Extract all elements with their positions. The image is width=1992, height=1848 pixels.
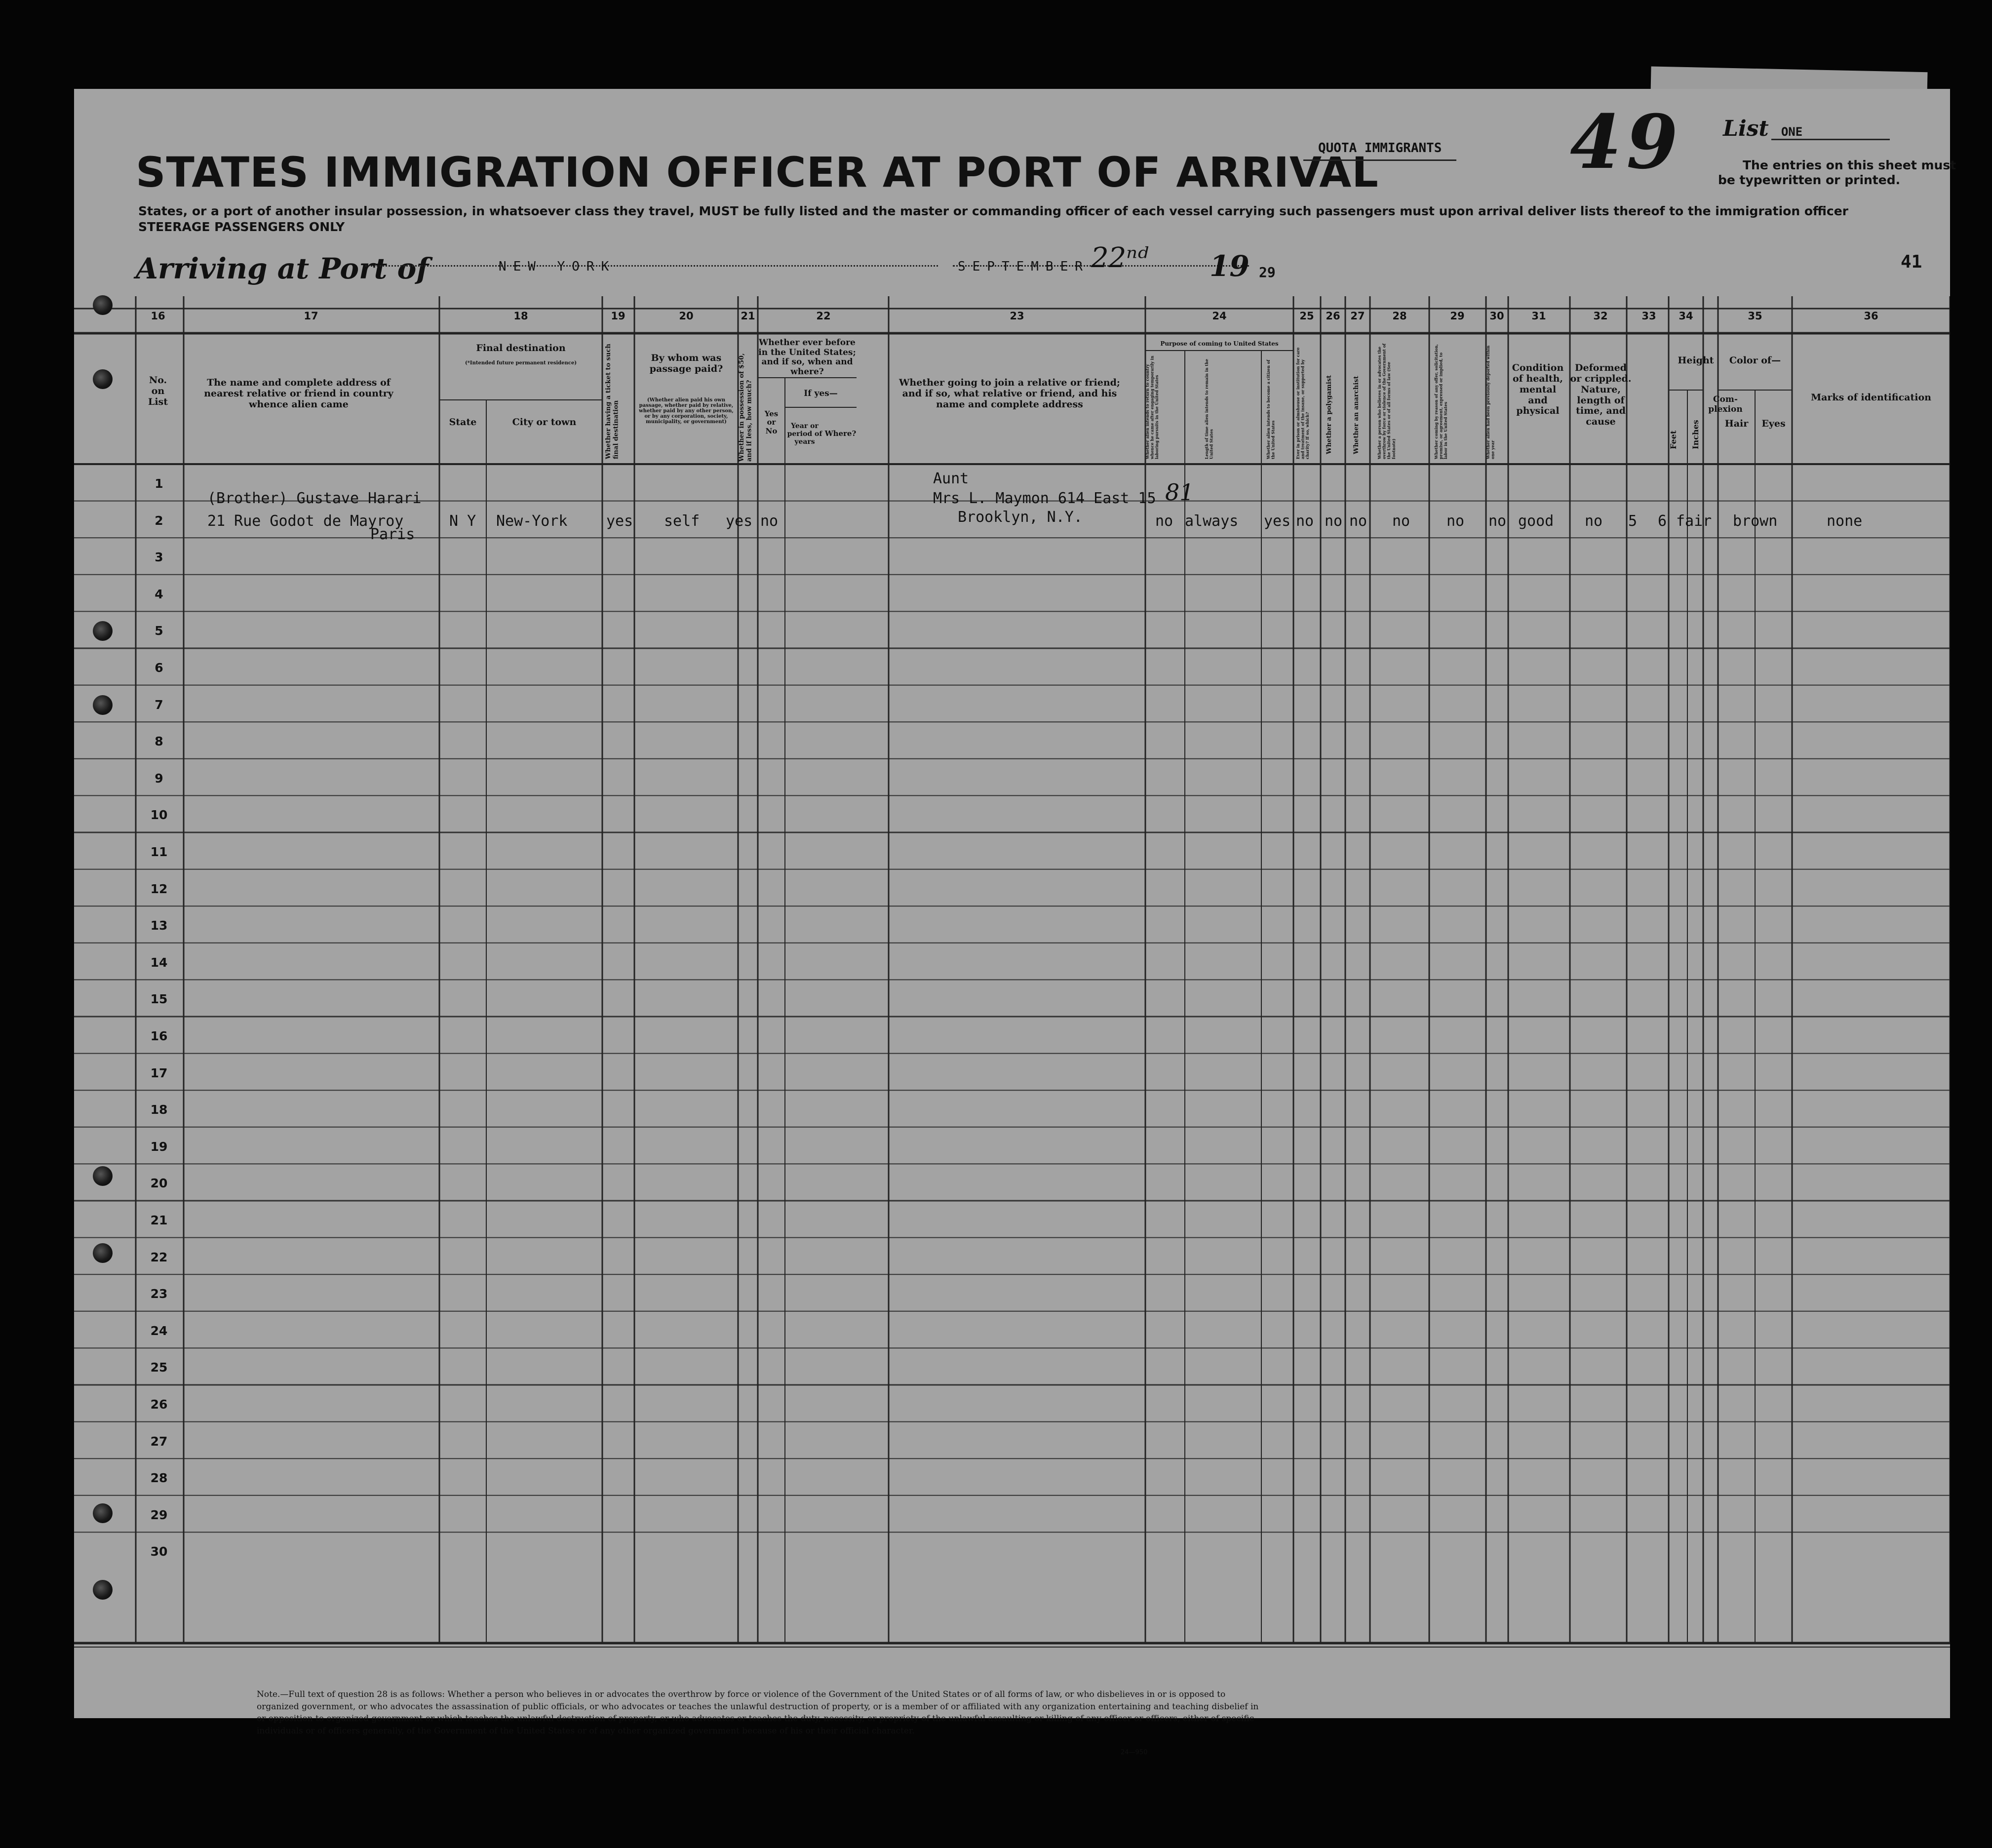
ticket-value: yes xyxy=(606,512,633,530)
header-passage-paid: By whom was passage paid? xyxy=(649,353,723,374)
column-number: 36 xyxy=(1864,310,1878,322)
column-number: 29 xyxy=(1450,310,1465,322)
binding-hole xyxy=(93,1166,113,1186)
header-deported: Whether alien had been previously deported within one year xyxy=(1485,345,1495,459)
header-yes-or-no: Yes or No xyxy=(764,409,779,435)
header-possession-50: Whether in possession of $50, and if less, how much? xyxy=(738,353,753,462)
purpose-return-value: no xyxy=(1155,512,1173,530)
column-number: 22 xyxy=(816,310,831,322)
row-number: 20 xyxy=(150,1176,168,1191)
possession-value: yes xyxy=(726,512,753,530)
row-number: 27 xyxy=(150,1434,168,1449)
row-number: 11 xyxy=(150,845,168,859)
row-number: 16 xyxy=(150,1029,168,1043)
header-passage-paid-sub: (Whether alien paid his own passage, whether paid by relative, whether paid by any other person, or by any corporation, society, municipality, or government) xyxy=(639,397,734,425)
row-number: 12 xyxy=(150,881,168,896)
column-number: 27 xyxy=(1350,310,1365,322)
column-number: 34 xyxy=(1679,310,1693,322)
passage-paid-value: self xyxy=(664,512,700,530)
header-purpose-return: Whether alien intends to return to country whence he came after engaging temporarily in laboring pursuits in the United States xyxy=(1145,355,1160,459)
relative-line-1: (Brother) Gustave Harari xyxy=(207,490,422,507)
column-number: 26 xyxy=(1326,310,1340,322)
sheet-number: 41 xyxy=(1901,252,1922,272)
entries-note-2: be typewritten or printed. xyxy=(1718,173,1901,187)
header-where: Where? xyxy=(824,429,857,438)
header-height: Height xyxy=(1678,355,1714,366)
binding-hole xyxy=(93,369,113,389)
row-number: 8 xyxy=(155,734,163,749)
row-number: 26 xyxy=(150,1397,168,1412)
health-value: good xyxy=(1518,512,1554,530)
column-number: 20 xyxy=(679,310,694,322)
list-value: ONE xyxy=(1771,125,1890,140)
row-number: 13 xyxy=(150,918,168,933)
column-number: 31 xyxy=(1531,310,1546,322)
row-number: 23 xyxy=(150,1287,168,1301)
column-number: 30 xyxy=(1489,310,1504,322)
row-number: 17 xyxy=(150,1065,168,1080)
header-nearest-relative: The name and complete address of nearest relative or friend in country whence alien came xyxy=(204,377,393,410)
deported-value: no xyxy=(1488,512,1507,530)
header-purpose-length: Length of time alien intends to remain in the United States xyxy=(1204,358,1214,459)
header-purpose: Purpose of coming to United States xyxy=(1160,340,1279,347)
port-field xyxy=(365,265,938,267)
row-number: 14 xyxy=(150,955,168,970)
day-value: 22ⁿᵈ xyxy=(1091,242,1149,274)
row-number: 7 xyxy=(155,697,163,712)
header-ever-before: Whether ever before in the United States; and if so, when and where? xyxy=(758,338,856,377)
column-number: 16 xyxy=(151,310,165,322)
column-number: 21 xyxy=(741,310,755,322)
header-year-period: Year or period of years xyxy=(787,422,822,446)
column-number: 18 xyxy=(513,310,528,322)
height-feet-value: 5 xyxy=(1628,512,1638,530)
row-number: 9 xyxy=(155,771,163,786)
binding-hole xyxy=(93,695,113,715)
row-number: 21 xyxy=(150,1213,168,1227)
column-number: 35 xyxy=(1748,310,1762,322)
row-number: 25 xyxy=(150,1360,168,1375)
column-number: 19 xyxy=(611,310,625,322)
complexion-value: fair xyxy=(1676,512,1712,530)
binding-hole xyxy=(93,1243,113,1263)
footnote: Note.—Full text of question 28 is as follows: Whether a person who believes in or advocates the overthrow by force or violence of the Government of the United States or of all forms of law, or who disbelieves in or is opposed to organized government, or who advocates the assassination of public officials, or who advocates or teaches the unlawful destruction of property, or is a member of or affiliated with any organization entertaining and teaching disbelief in or opposition to organized government or which teaches the unlawful destruction of property, or who advocates or teaches the duty, necessity, or propriety of the unlawful assaulting or killing of any officer or officers, either of specific individuals or of officers generally, of the Government of the United States or of any other organized government because of his or their official character. xyxy=(257,1690,1259,1736)
anarchist-value: no xyxy=(1349,512,1367,530)
row-number: 28 xyxy=(150,1471,168,1486)
relative-line-3: Paris xyxy=(370,526,415,543)
form-code: 24—950 xyxy=(1121,1749,1148,1756)
relative-line-2: 21 Rue Godot de Mayroy xyxy=(207,512,404,530)
header-deformed: Deformed or crippled. Nature, length of time, and cause xyxy=(1570,362,1632,428)
row-number: 22 xyxy=(150,1250,168,1264)
ever-before-value: no xyxy=(760,512,779,530)
marks-value: none xyxy=(1827,512,1863,530)
column-number: 28 xyxy=(1392,310,1407,322)
list-field xyxy=(1723,116,1890,141)
column-number: 25 xyxy=(1299,310,1314,322)
header-prison: Ever in prison or almshouse or institution for care and treatment of the insane, or supported by charity? If so, which? xyxy=(1295,347,1310,459)
header-color-of: Color of— xyxy=(1729,355,1781,366)
row-number: 5 xyxy=(155,624,163,638)
header-eyes: Eyes xyxy=(1761,418,1786,429)
header-purpose-citizen: Whether alien intends to become a citizen of the United States xyxy=(1266,359,1276,459)
handwritten-page-number: 49 xyxy=(1570,99,1683,186)
column-number: 32 xyxy=(1593,310,1608,322)
purpose-length-value: always xyxy=(1185,512,1239,530)
header-final-destination: Final destination xyxy=(476,343,566,354)
column-number: 33 xyxy=(1641,310,1656,322)
binding-hole xyxy=(93,1503,113,1523)
dest-city: New-York xyxy=(496,512,568,530)
row-number: 4 xyxy=(155,587,163,601)
prison-value: no xyxy=(1296,512,1314,530)
year-suffix: 29 xyxy=(1259,264,1276,280)
join-line-1: Aunt xyxy=(933,470,969,487)
header-anarchist: Whether an anarchist xyxy=(1353,376,1360,454)
header-final-destination-sub: (*Intended future permanent residence) xyxy=(465,360,577,366)
row-number: 10 xyxy=(150,808,168,823)
row-number: 6 xyxy=(155,661,163,675)
header-overthrow: Whether a person who believes in or advocates the overthrow by force or violence of the Government of the United States or of all forms of law (See footnote) xyxy=(1377,343,1396,459)
binding-hole xyxy=(93,1580,113,1600)
join-line-2-handwritten: 81 xyxy=(1165,479,1194,506)
form-grid xyxy=(74,89,1950,1718)
polygamist-value: no xyxy=(1325,512,1343,530)
header-if-yes: If yes— xyxy=(804,389,838,398)
header-feet: Feet xyxy=(1669,430,1678,449)
column-number: 23 xyxy=(1010,310,1024,322)
header-health: Condition of health, mental and physical xyxy=(1512,362,1564,417)
binding-hole xyxy=(93,295,113,315)
steerage-line: STEERAGE PASSENGERS ONLY xyxy=(138,220,345,234)
purpose-citizen-value: yes xyxy=(1264,512,1291,530)
header-marks: Marks of identification xyxy=(1811,392,1931,403)
row-number: 15 xyxy=(150,992,168,1007)
row-number: 1 xyxy=(155,476,163,491)
header-ticket: Whether having a ticket to such final destination xyxy=(605,344,620,459)
header-hair: Hair xyxy=(1724,418,1749,429)
hair-value: brown xyxy=(1733,512,1778,530)
row-number: 29 xyxy=(150,1507,168,1522)
header-city: City or town xyxy=(512,417,577,428)
header-join-relative: Whether going to join a relative or friend; and if so, what relative or friend, and his name and complete address xyxy=(899,377,1120,410)
row-number: 2 xyxy=(155,513,163,528)
header-offer: Whether coming by reason of any offer, solicitation, promise, or agreement, expressed or implied, to labor in the United States xyxy=(1434,344,1448,459)
column-number: 17 xyxy=(304,310,318,322)
quota-box xyxy=(1303,141,1456,161)
binding-hole xyxy=(93,621,113,641)
form-title: STATES IMMIGRATION OFFICER AT PORT OF ARRIVAL xyxy=(136,148,1379,197)
column-number: 24 xyxy=(1212,310,1227,322)
deformed-value: no xyxy=(1585,512,1603,530)
port-value: NEW YORK xyxy=(499,259,616,274)
row-number: 3 xyxy=(155,550,163,565)
arriving-label: Arriving at Port of xyxy=(136,252,429,285)
height-inches-value: 6 xyxy=(1658,512,1667,530)
list-label: List xyxy=(1723,116,1769,141)
join-line-2: Mrs L. Maymon 614 East 15 xyxy=(933,490,1156,507)
instruction-line: States, or a port of another insular possession, in whatsoever class they travel, MUST be fully listed and the master or commanding officer of each vessel carrying such passengers must upon arrival deliver lists thereof to the immigration officer xyxy=(138,204,1849,218)
row-number: 30 xyxy=(150,1544,168,1559)
header-complexion: Com-plexion xyxy=(1708,394,1743,414)
join-line-3: Brooklyn, N.Y. xyxy=(958,509,1083,526)
row-number: 24 xyxy=(150,1323,168,1338)
offer-value: no xyxy=(1446,512,1465,530)
quota-label: QUOTA IMMIGRANTS xyxy=(1318,141,1442,156)
overthrow-value: no xyxy=(1392,512,1410,530)
dest-state: N Y xyxy=(449,512,476,530)
manifest-sheet xyxy=(74,89,1956,1756)
month-value: SEPTEMBER xyxy=(958,259,1090,274)
row-number: 19 xyxy=(150,1139,168,1154)
header-state: State xyxy=(449,417,477,428)
header-inches: Inches xyxy=(1691,420,1700,449)
entries-note-1: The entries on this sheet must xyxy=(1743,158,1956,172)
year-prefix: 19 xyxy=(1210,249,1250,283)
header-no-on-list: No. on List xyxy=(148,375,168,407)
header-polygamist: Whether a polygamist xyxy=(1326,375,1333,454)
row-number: 18 xyxy=(150,1102,168,1117)
